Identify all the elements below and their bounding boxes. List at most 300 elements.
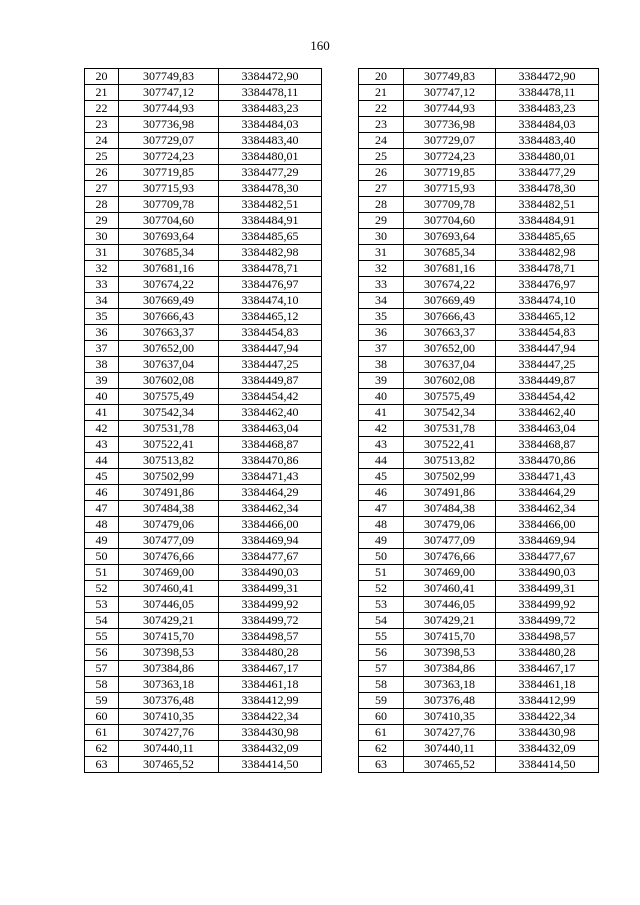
y-coordinate-cell: 3384470,86 xyxy=(219,453,322,469)
y-coordinate-cell: 3384482,51 xyxy=(496,197,599,213)
point-number-cell: 40 xyxy=(359,389,404,405)
point-number-cell: 43 xyxy=(359,437,404,453)
point-number-cell: 28 xyxy=(359,197,404,213)
point-number-cell: 35 xyxy=(85,309,119,325)
y-coordinate-cell: 3384447,25 xyxy=(219,357,322,373)
coordinates-table-right xyxy=(358,68,599,773)
point-number-cell: 35 xyxy=(359,309,404,325)
table-row xyxy=(359,229,599,245)
y-coordinate-cell: 3384466,00 xyxy=(219,517,322,533)
table-row xyxy=(85,197,322,213)
y-coordinate-cell: 3384468,87 xyxy=(496,437,599,453)
table-row xyxy=(359,133,599,149)
x-coordinate-cell: 307749,83 xyxy=(404,69,496,85)
table-row xyxy=(85,421,322,437)
y-coordinate-cell: 3384422,34 xyxy=(496,709,599,725)
table-row xyxy=(359,661,599,677)
point-number-cell: 27 xyxy=(359,181,404,197)
table-row xyxy=(359,245,599,261)
x-coordinate-cell: 307575,49 xyxy=(404,389,496,405)
table-row xyxy=(85,533,322,549)
table-row xyxy=(85,117,322,133)
x-coordinate-cell: 307410,35 xyxy=(119,709,219,725)
x-coordinate-cell: 307666,43 xyxy=(404,309,496,325)
y-coordinate-cell: 3384483,23 xyxy=(496,101,599,117)
point-number-cell: 42 xyxy=(85,421,119,437)
table-row xyxy=(85,565,322,581)
table-row xyxy=(85,741,322,757)
y-coordinate-cell: 3384499,92 xyxy=(496,597,599,613)
table-row xyxy=(359,181,599,197)
y-coordinate-cell: 3384482,98 xyxy=(219,245,322,261)
y-coordinate-cell: 3384465,12 xyxy=(496,309,599,325)
point-number-cell: 59 xyxy=(85,693,119,709)
x-coordinate-cell: 307363,18 xyxy=(404,677,496,693)
point-number-cell: 26 xyxy=(359,165,404,181)
x-coordinate-cell: 307652,00 xyxy=(119,341,219,357)
table-row xyxy=(359,597,599,613)
y-coordinate-cell: 3384499,31 xyxy=(496,581,599,597)
x-coordinate-cell: 307429,21 xyxy=(404,613,496,629)
point-number-cell: 58 xyxy=(85,677,119,693)
point-number-cell: 34 xyxy=(359,293,404,309)
point-number-cell: 49 xyxy=(359,533,404,549)
point-number-cell: 53 xyxy=(85,597,119,613)
point-number-cell: 28 xyxy=(85,197,119,213)
table-row xyxy=(85,629,322,645)
x-coordinate-cell: 307744,93 xyxy=(404,101,496,117)
x-coordinate-cell: 307575,49 xyxy=(119,389,219,405)
point-number-cell: 52 xyxy=(359,581,404,597)
table-row xyxy=(359,341,599,357)
x-coordinate-cell: 307398,53 xyxy=(404,645,496,661)
table-row xyxy=(85,597,322,613)
x-coordinate-cell: 307744,93 xyxy=(119,101,219,117)
y-coordinate-cell: 3384432,09 xyxy=(219,741,322,757)
table-row xyxy=(359,517,599,533)
x-coordinate-cell: 307663,37 xyxy=(404,325,496,341)
x-coordinate-cell: 307715,93 xyxy=(119,181,219,197)
y-coordinate-cell: 3384449,87 xyxy=(496,373,599,389)
table-row xyxy=(359,213,599,229)
x-coordinate-cell: 307376,48 xyxy=(119,693,219,709)
coordinates-table-left-body xyxy=(85,69,322,773)
y-coordinate-cell: 3384454,42 xyxy=(219,389,322,405)
x-coordinate-cell: 307637,04 xyxy=(119,357,219,373)
table-row xyxy=(359,69,599,85)
point-number-cell: 21 xyxy=(85,85,119,101)
x-coordinate-cell: 307669,49 xyxy=(119,293,219,309)
y-coordinate-cell: 3384484,03 xyxy=(496,117,599,133)
point-number-cell: 39 xyxy=(359,373,404,389)
y-coordinate-cell: 3384447,94 xyxy=(496,341,599,357)
point-number-cell: 56 xyxy=(85,645,119,661)
page-number: 160 xyxy=(310,38,330,53)
y-coordinate-cell: 3384484,91 xyxy=(219,213,322,229)
table-row xyxy=(359,709,599,725)
point-number-cell: 55 xyxy=(359,629,404,645)
table-row xyxy=(85,709,322,725)
point-number-cell: 22 xyxy=(85,101,119,117)
y-coordinate-cell: 3384483,40 xyxy=(219,133,322,149)
point-number-cell: 48 xyxy=(85,517,119,533)
point-number-cell: 47 xyxy=(359,501,404,517)
table-row xyxy=(359,197,599,213)
y-coordinate-cell: 3384472,90 xyxy=(219,69,322,85)
x-coordinate-cell: 307429,21 xyxy=(119,613,219,629)
x-coordinate-cell: 307484,38 xyxy=(119,501,219,517)
y-coordinate-cell: 3384461,18 xyxy=(496,677,599,693)
point-number-cell: 27 xyxy=(85,181,119,197)
x-coordinate-cell: 307477,09 xyxy=(404,533,496,549)
y-coordinate-cell: 3384477,29 xyxy=(219,165,322,181)
table-row xyxy=(359,757,599,773)
point-number-cell: 44 xyxy=(359,453,404,469)
x-coordinate-cell: 307513,82 xyxy=(119,453,219,469)
table-row xyxy=(359,501,599,517)
y-coordinate-cell: 3384414,50 xyxy=(496,757,599,773)
x-coordinate-cell: 307719,85 xyxy=(119,165,219,181)
x-coordinate-cell: 307724,23 xyxy=(404,149,496,165)
y-coordinate-cell: 3384478,11 xyxy=(496,85,599,101)
table-row xyxy=(359,165,599,181)
x-coordinate-cell: 307542,34 xyxy=(404,405,496,421)
table-row xyxy=(359,581,599,597)
x-coordinate-cell: 307479,06 xyxy=(119,517,219,533)
x-coordinate-cell: 307502,99 xyxy=(404,469,496,485)
x-coordinate-cell: 307542,34 xyxy=(119,405,219,421)
table-row xyxy=(85,133,322,149)
x-coordinate-cell: 307446,05 xyxy=(119,597,219,613)
x-coordinate-cell: 307469,00 xyxy=(119,565,219,581)
y-coordinate-cell: 3384468,87 xyxy=(219,437,322,453)
point-number-cell: 54 xyxy=(85,613,119,629)
x-coordinate-cell: 307704,60 xyxy=(119,213,219,229)
x-coordinate-cell: 307465,52 xyxy=(119,757,219,773)
x-coordinate-cell: 307747,12 xyxy=(119,85,219,101)
x-coordinate-cell: 307729,07 xyxy=(404,133,496,149)
table-row xyxy=(359,453,599,469)
y-coordinate-cell: 3384462,34 xyxy=(496,501,599,517)
x-coordinate-cell: 307709,78 xyxy=(404,197,496,213)
point-number-cell: 26 xyxy=(85,165,119,181)
table-row xyxy=(85,693,322,709)
point-number-cell: 62 xyxy=(359,741,404,757)
table-row xyxy=(359,277,599,293)
y-coordinate-cell: 3384432,09 xyxy=(496,741,599,757)
y-coordinate-cell: 3384447,94 xyxy=(219,341,322,357)
y-coordinate-cell: 3384464,29 xyxy=(496,485,599,501)
point-number-cell: 43 xyxy=(85,437,119,453)
y-coordinate-cell: 3384447,25 xyxy=(496,357,599,373)
point-number-cell: 62 xyxy=(85,741,119,757)
point-number-cell: 49 xyxy=(85,533,119,549)
coordinates-table-right-body xyxy=(359,69,599,773)
x-coordinate-cell: 307685,34 xyxy=(404,245,496,261)
x-coordinate-cell: 307479,06 xyxy=(404,517,496,533)
table-row xyxy=(359,421,599,437)
x-coordinate-cell: 307476,66 xyxy=(404,549,496,565)
point-number-cell: 61 xyxy=(359,725,404,741)
table-row xyxy=(85,501,322,517)
point-number-cell: 40 xyxy=(85,389,119,405)
x-coordinate-cell: 307384,86 xyxy=(119,661,219,677)
table-row xyxy=(85,373,322,389)
point-number-cell: 50 xyxy=(359,549,404,565)
y-coordinate-cell: 3384499,92 xyxy=(219,597,322,613)
y-coordinate-cell: 3384474,10 xyxy=(496,293,599,309)
x-coordinate-cell: 307469,00 xyxy=(404,565,496,581)
y-coordinate-cell: 3384478,71 xyxy=(496,261,599,277)
x-coordinate-cell: 307736,98 xyxy=(404,117,496,133)
point-number-cell: 44 xyxy=(85,453,119,469)
table-row xyxy=(359,437,599,453)
x-coordinate-cell: 307398,53 xyxy=(119,645,219,661)
table-row xyxy=(85,661,322,677)
point-number-cell: 36 xyxy=(85,325,119,341)
y-coordinate-cell: 3384499,72 xyxy=(219,613,322,629)
x-coordinate-cell: 307709,78 xyxy=(119,197,219,213)
x-coordinate-cell: 307693,64 xyxy=(404,229,496,245)
point-number-cell: 33 xyxy=(85,277,119,293)
x-coordinate-cell: 307674,22 xyxy=(119,277,219,293)
x-coordinate-cell: 307652,00 xyxy=(404,341,496,357)
point-number-cell: 39 xyxy=(85,373,119,389)
point-number-cell: 51 xyxy=(85,565,119,581)
x-coordinate-cell: 307415,70 xyxy=(404,629,496,645)
table-row xyxy=(85,613,322,629)
table-row xyxy=(359,325,599,341)
y-coordinate-cell: 3384480,01 xyxy=(219,149,322,165)
table-row xyxy=(85,437,322,453)
y-coordinate-cell: 3384469,94 xyxy=(496,533,599,549)
y-coordinate-cell: 3384482,98 xyxy=(496,245,599,261)
table-row xyxy=(359,85,599,101)
x-coordinate-cell: 307446,05 xyxy=(404,597,496,613)
table-row xyxy=(359,677,599,693)
x-coordinate-cell: 307681,16 xyxy=(404,261,496,277)
point-number-cell: 24 xyxy=(85,133,119,149)
point-number-cell: 52 xyxy=(85,581,119,597)
table-row xyxy=(85,453,322,469)
table-row xyxy=(359,373,599,389)
point-number-cell: 22 xyxy=(359,101,404,117)
point-number-cell: 31 xyxy=(359,245,404,261)
y-coordinate-cell: 3384480,28 xyxy=(219,645,322,661)
table-row xyxy=(359,357,599,373)
table-row xyxy=(359,293,599,309)
x-coordinate-cell: 307491,86 xyxy=(404,485,496,501)
y-coordinate-cell: 3384480,28 xyxy=(496,645,599,661)
point-number-cell: 36 xyxy=(359,325,404,341)
x-coordinate-cell: 307747,12 xyxy=(404,85,496,101)
table-row xyxy=(359,549,599,565)
point-number-cell: 51 xyxy=(359,565,404,581)
y-coordinate-cell: 3384499,31 xyxy=(219,581,322,597)
point-number-cell: 56 xyxy=(359,645,404,661)
table-row xyxy=(359,309,599,325)
table-row xyxy=(359,117,599,133)
table-row xyxy=(359,629,599,645)
table-row xyxy=(85,149,322,165)
y-coordinate-cell: 3384462,40 xyxy=(496,405,599,421)
y-coordinate-cell: 3384464,29 xyxy=(219,485,322,501)
table-row xyxy=(85,245,322,261)
x-coordinate-cell: 307693,64 xyxy=(119,229,219,245)
table-row xyxy=(359,533,599,549)
point-number-cell: 45 xyxy=(85,469,119,485)
table-row xyxy=(85,725,322,741)
point-number-cell: 37 xyxy=(85,341,119,357)
table-row xyxy=(85,357,322,373)
point-number-cell: 23 xyxy=(359,117,404,133)
coordinates-table-left xyxy=(84,68,322,773)
y-coordinate-cell: 3384478,11 xyxy=(219,85,322,101)
point-number-cell: 20 xyxy=(359,69,404,85)
y-coordinate-cell: 3384478,30 xyxy=(219,181,322,197)
x-coordinate-cell: 307749,83 xyxy=(119,69,219,85)
point-number-cell: 54 xyxy=(359,613,404,629)
point-number-cell: 38 xyxy=(85,357,119,373)
y-coordinate-cell: 3384477,67 xyxy=(496,549,599,565)
point-number-cell: 50 xyxy=(85,549,119,565)
point-number-cell: 63 xyxy=(85,757,119,773)
point-number-cell: 63 xyxy=(359,757,404,773)
x-coordinate-cell: 307427,76 xyxy=(119,725,219,741)
table-row xyxy=(85,101,322,117)
x-coordinate-cell: 307719,85 xyxy=(404,165,496,181)
point-number-cell: 32 xyxy=(85,261,119,277)
y-coordinate-cell: 3384476,97 xyxy=(219,277,322,293)
x-coordinate-cell: 307736,98 xyxy=(119,117,219,133)
table-row xyxy=(85,405,322,421)
y-coordinate-cell: 3384454,83 xyxy=(496,325,599,341)
x-coordinate-cell: 307427,76 xyxy=(404,725,496,741)
point-number-cell: 30 xyxy=(359,229,404,245)
table-row xyxy=(359,565,599,581)
x-coordinate-cell: 307363,18 xyxy=(119,677,219,693)
y-coordinate-cell: 3384466,00 xyxy=(496,517,599,533)
point-number-cell: 57 xyxy=(85,661,119,677)
y-coordinate-cell: 3384471,43 xyxy=(219,469,322,485)
point-number-cell: 48 xyxy=(359,517,404,533)
point-number-cell: 45 xyxy=(359,469,404,485)
table-row xyxy=(85,549,322,565)
table-row xyxy=(85,389,322,405)
y-coordinate-cell: 3384484,03 xyxy=(219,117,322,133)
x-coordinate-cell: 307724,23 xyxy=(119,149,219,165)
point-number-cell: 55 xyxy=(85,629,119,645)
table-row xyxy=(85,581,322,597)
x-coordinate-cell: 307460,41 xyxy=(404,581,496,597)
table-row xyxy=(85,229,322,245)
table-row xyxy=(85,645,322,661)
y-coordinate-cell: 3384477,29 xyxy=(496,165,599,181)
point-number-cell: 29 xyxy=(359,213,404,229)
point-number-cell: 41 xyxy=(85,405,119,421)
x-coordinate-cell: 307415,70 xyxy=(119,629,219,645)
y-coordinate-cell: 3384477,67 xyxy=(219,549,322,565)
table-row xyxy=(85,85,322,101)
x-coordinate-cell: 307522,41 xyxy=(119,437,219,453)
point-number-cell: 32 xyxy=(359,261,404,277)
point-number-cell: 31 xyxy=(85,245,119,261)
table-row xyxy=(85,277,322,293)
table-row xyxy=(359,741,599,757)
x-coordinate-cell: 307602,08 xyxy=(119,373,219,389)
table-row xyxy=(85,469,322,485)
x-coordinate-cell: 307513,82 xyxy=(404,453,496,469)
y-coordinate-cell: 3384471,43 xyxy=(496,469,599,485)
table-row xyxy=(85,165,322,181)
y-coordinate-cell: 3384462,40 xyxy=(219,405,322,421)
point-number-cell: 60 xyxy=(359,709,404,725)
x-coordinate-cell: 307491,86 xyxy=(119,485,219,501)
x-coordinate-cell: 307729,07 xyxy=(119,133,219,149)
y-coordinate-cell: 3384449,87 xyxy=(219,373,322,389)
point-number-cell: 60 xyxy=(85,709,119,725)
x-coordinate-cell: 307531,78 xyxy=(119,421,219,437)
y-coordinate-cell: 3384480,01 xyxy=(496,149,599,165)
x-coordinate-cell: 307440,11 xyxy=(119,741,219,757)
x-coordinate-cell: 307531,78 xyxy=(404,421,496,437)
x-coordinate-cell: 307484,38 xyxy=(404,501,496,517)
point-number-cell: 46 xyxy=(359,485,404,501)
x-coordinate-cell: 307681,16 xyxy=(119,261,219,277)
table-row xyxy=(85,325,322,341)
table-row xyxy=(85,293,322,309)
table-row xyxy=(85,69,322,85)
y-coordinate-cell: 3384414,50 xyxy=(219,757,322,773)
x-coordinate-cell: 307602,08 xyxy=(404,373,496,389)
y-coordinate-cell: 3384422,34 xyxy=(219,709,322,725)
table-row xyxy=(85,677,322,693)
point-number-cell: 42 xyxy=(359,421,404,437)
point-number-cell: 25 xyxy=(359,149,404,165)
x-coordinate-cell: 307502,99 xyxy=(119,469,219,485)
table-row xyxy=(85,341,322,357)
y-coordinate-cell: 3384462,34 xyxy=(219,501,322,517)
point-number-cell: 33 xyxy=(359,277,404,293)
point-number-cell: 41 xyxy=(359,405,404,421)
y-coordinate-cell: 3384483,40 xyxy=(496,133,599,149)
x-coordinate-cell: 307465,52 xyxy=(404,757,496,773)
point-number-cell: 37 xyxy=(359,341,404,357)
point-number-cell: 47 xyxy=(85,501,119,517)
table-row xyxy=(359,613,599,629)
y-coordinate-cell: 3384463,04 xyxy=(496,421,599,437)
x-coordinate-cell: 307376,48 xyxy=(404,693,496,709)
x-coordinate-cell: 307384,86 xyxy=(404,661,496,677)
x-coordinate-cell: 307674,22 xyxy=(404,277,496,293)
x-coordinate-cell: 307663,37 xyxy=(119,325,219,341)
table-row xyxy=(85,261,322,277)
point-number-cell: 25 xyxy=(85,149,119,165)
table-row xyxy=(359,485,599,501)
x-coordinate-cell: 307476,66 xyxy=(119,549,219,565)
y-coordinate-cell: 3384478,71 xyxy=(219,261,322,277)
point-number-cell: 34 xyxy=(85,293,119,309)
y-coordinate-cell: 3384470,86 xyxy=(496,453,599,469)
point-number-cell: 21 xyxy=(359,85,404,101)
y-coordinate-cell: 3384476,97 xyxy=(496,277,599,293)
y-coordinate-cell: 3384485,65 xyxy=(496,229,599,245)
y-coordinate-cell: 3384478,30 xyxy=(496,181,599,197)
point-number-cell: 30 xyxy=(85,229,119,245)
y-coordinate-cell: 3384482,51 xyxy=(219,197,322,213)
y-coordinate-cell: 3384463,04 xyxy=(219,421,322,437)
table-row xyxy=(85,213,322,229)
